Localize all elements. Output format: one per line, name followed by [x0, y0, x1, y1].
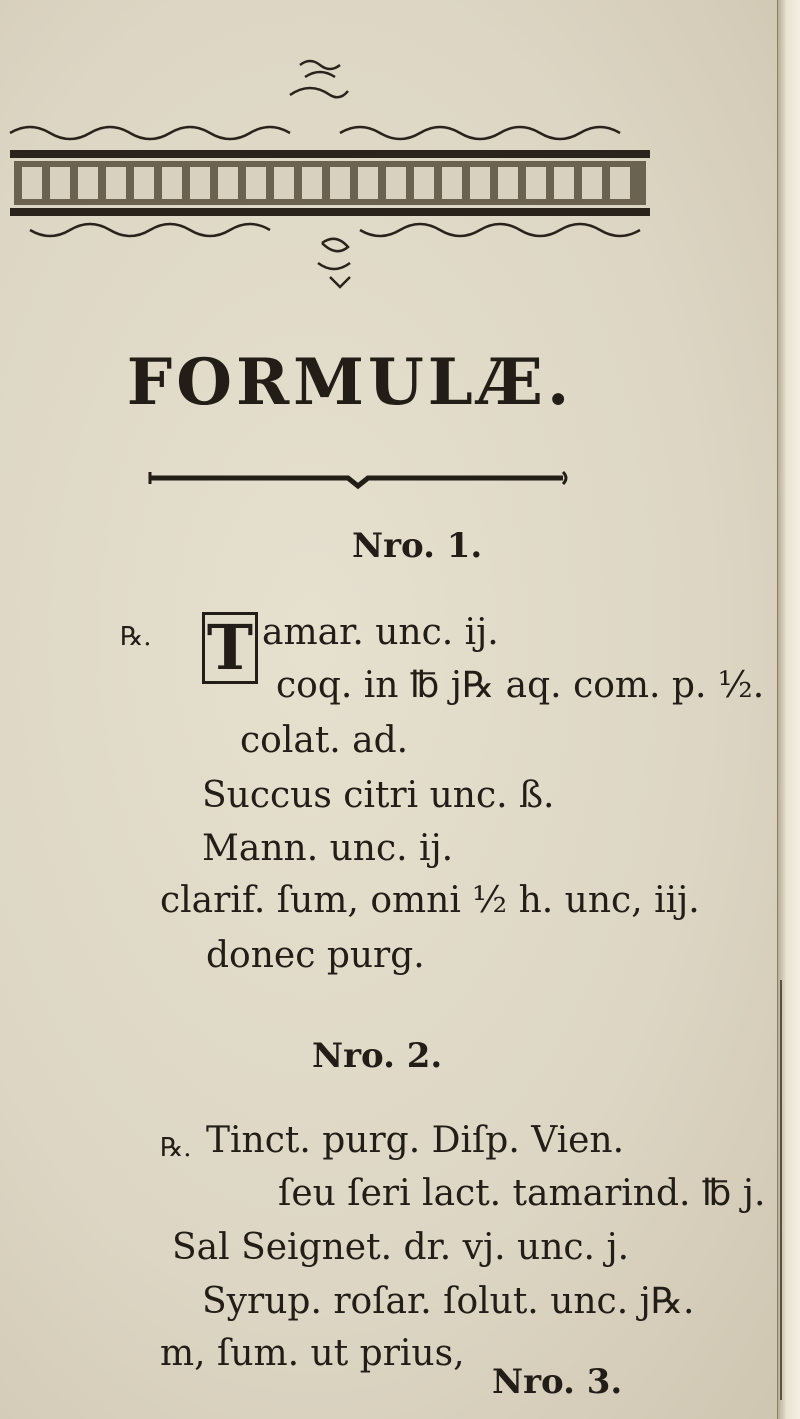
recipe-line: Syrup. roſar. ſolut. unc. j℞.	[202, 1281, 695, 1322]
edge-shadow-line	[780, 980, 782, 1400]
recipe-symbol: ℞.	[160, 1133, 192, 1163]
page-edge	[777, 0, 800, 1419]
ornamental-headpiece	[0, 55, 700, 315]
recipe-line: ſeu ſeri lact. tamarind. ℔ j.	[278, 1173, 766, 1214]
recipe-line: m, ſum. ut prius,	[160, 1333, 465, 1374]
recipe-line: amar. unc. ij.	[262, 612, 499, 653]
recipe-line: colat. ad.	[240, 720, 409, 761]
page-title: FORMULÆ.	[126, 345, 574, 420]
drop-cap: T	[202, 612, 258, 684]
recipe-line: coq. in ℔ j℞ aq. com. p. ½.	[276, 665, 765, 706]
recipe-line: Sal Seignet. dr. vj. unc. j.	[172, 1227, 630, 1268]
recipe-symbol: ℞.	[120, 622, 152, 652]
decorative-rule	[148, 466, 568, 490]
section-heading-1: Nro. 1.	[352, 526, 483, 566]
recipe-line: Succus citri unc. ß.	[202, 775, 555, 816]
section-heading-3: Nro. 3.	[492, 1362, 623, 1402]
section-heading-2: Nro. 2.	[312, 1036, 443, 1076]
recipe-line: donec purg.	[206, 935, 425, 976]
recipe-line: clarif. ſum, omni ½ h. unc, iij.	[160, 880, 700, 921]
recipe-line: Mann. unc. ij.	[202, 828, 454, 869]
recipe-line: Tinct. purg. Diſp. Vien.	[206, 1120, 625, 1161]
